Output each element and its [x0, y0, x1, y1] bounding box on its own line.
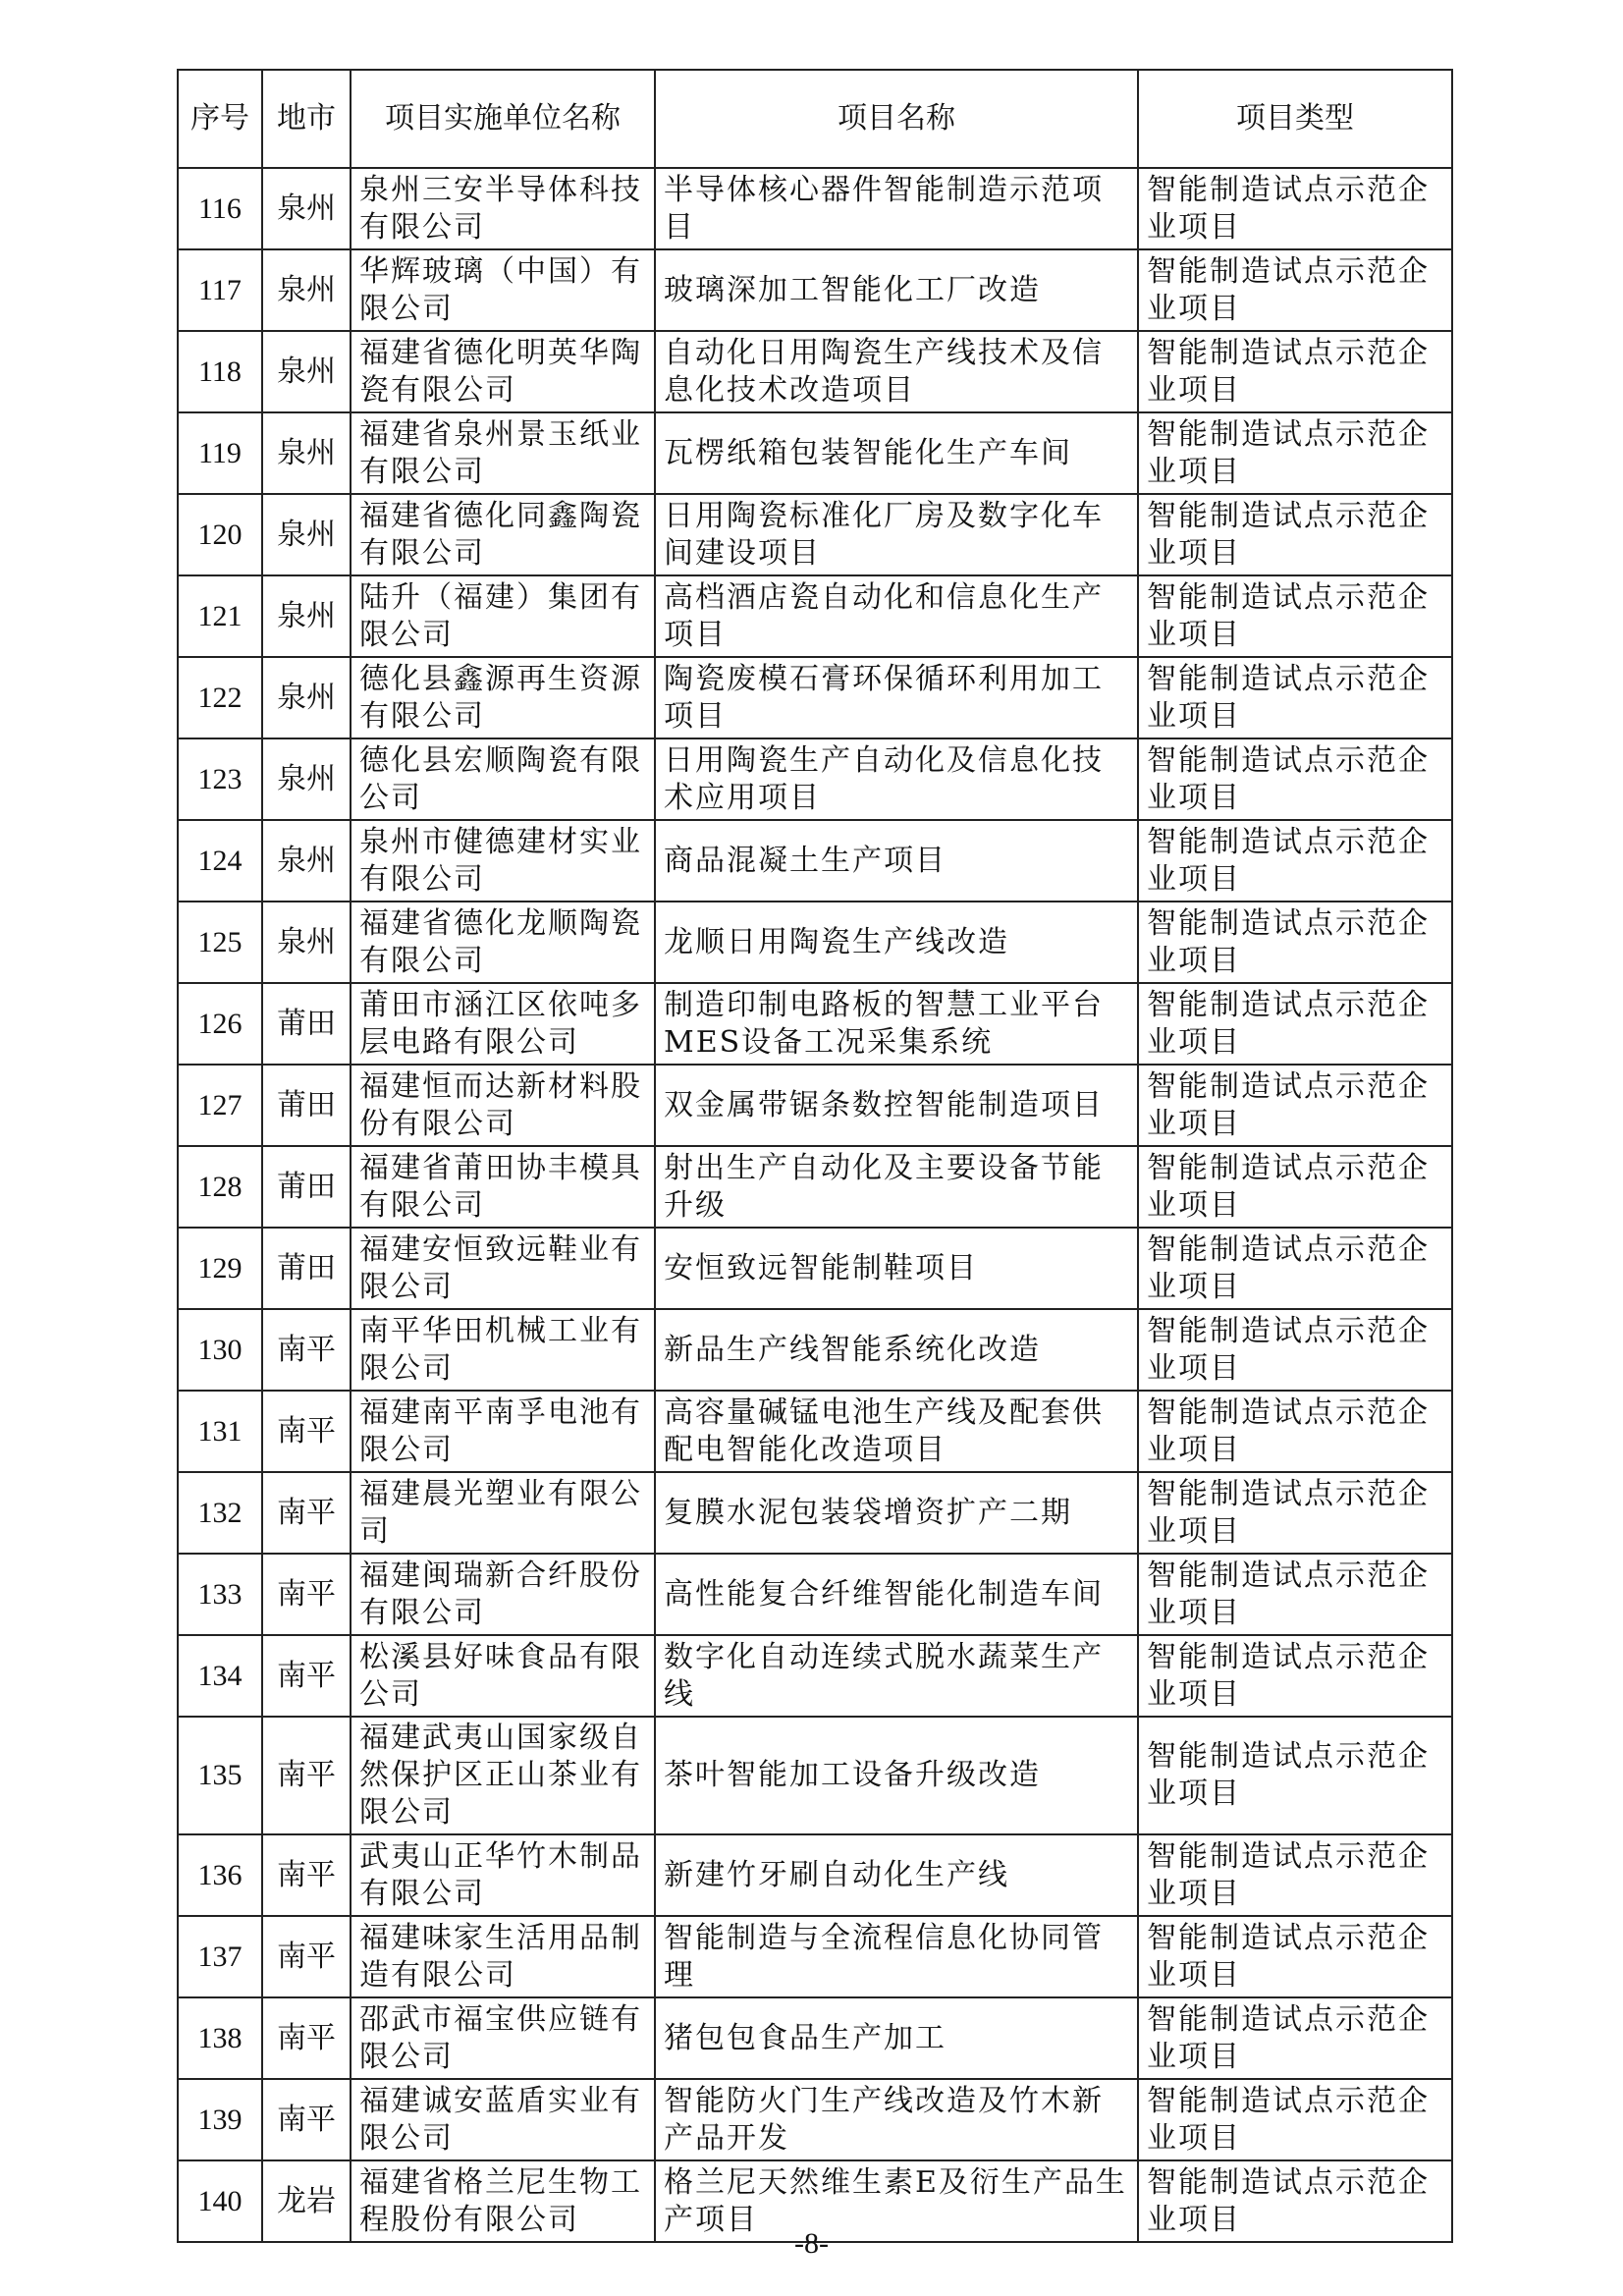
- row-project-name: 射出生产自动化及主要设备节能升级: [655, 1146, 1138, 1228]
- row-project-name: 茶叶智能加工设备升级改造: [655, 1717, 1138, 1834]
- table-row: [178, 249, 1452, 331]
- table-row: [178, 1309, 1452, 1391]
- table-row: [178, 331, 1452, 412]
- row-organization: 莆田市涵江区依吨多层电路有限公司: [351, 983, 655, 1065]
- table-body: [178, 168, 1452, 2242]
- row-project-name: 陶瓷废模石膏环保循环利用加工项目: [655, 657, 1138, 738]
- row-project-type: 智能制造试点示范企业项目: [1138, 2160, 1452, 2242]
- row-project-name: 双金属带锯条数控智能制造项目: [655, 1065, 1138, 1146]
- row-project-type: 智能制造试点示范企业项目: [1138, 1472, 1452, 1554]
- row-organization: 德化县鑫源再生资源有限公司: [351, 657, 655, 738]
- row-number: 129: [178, 1228, 262, 1309]
- row-number: 125: [178, 902, 262, 983]
- table-row: [178, 1554, 1452, 1635]
- row-project-name: 复膜水泥包装袋增资扩产二期: [655, 1472, 1138, 1554]
- row-city: 南平: [262, 1635, 351, 1717]
- row-project-type: 智能制造试点示范企业项目: [1138, 738, 1452, 820]
- row-project-name: 玻璃深加工智能化工厂改造: [655, 249, 1138, 331]
- row-project-name: 制造印制电路板的智慧工业平台MES设备工况采集系统: [655, 983, 1138, 1065]
- row-number: 139: [178, 2079, 262, 2160]
- row-city: 泉州: [262, 657, 351, 738]
- row-number: 136: [178, 1834, 262, 1916]
- row-project-type: 智能制造试点示范企业项目: [1138, 1228, 1452, 1309]
- table-row: [178, 412, 1452, 494]
- row-project-type: 智能制造试点示范企业项目: [1138, 902, 1452, 983]
- row-organization: 福建省泉州景玉纸业有限公司: [351, 412, 655, 494]
- row-number: 117: [178, 249, 262, 331]
- row-project-name: 商品混凝土生产项目: [655, 820, 1138, 902]
- row-city: 南平: [262, 1472, 351, 1554]
- row-organization: 华辉玻璃（中国）有限公司: [351, 249, 655, 331]
- row-city: 南平: [262, 1391, 351, 1472]
- header-city: 地市: [262, 70, 351, 168]
- header-project-type: 项目类型: [1138, 70, 1452, 168]
- row-number: 121: [178, 575, 262, 657]
- row-number: 124: [178, 820, 262, 902]
- table-header-row: [178, 70, 1452, 168]
- table-row: [178, 983, 1452, 1065]
- row-city: 南平: [262, 1717, 351, 1834]
- table-row: [178, 1997, 1452, 2079]
- table-row: [178, 1472, 1452, 1554]
- table-row: [178, 1391, 1452, 1472]
- row-organization: 松溪县好味食品有限公司: [351, 1635, 655, 1717]
- table-row: [178, 657, 1452, 738]
- table-row: [178, 168, 1452, 249]
- row-number: 138: [178, 1997, 262, 2079]
- row-city: 莆田: [262, 1146, 351, 1228]
- row-city: 泉州: [262, 412, 351, 494]
- header-no: 序号: [178, 70, 262, 168]
- row-project-name: 智能防火门生产线改造及竹木新产品开发: [655, 2079, 1138, 2160]
- table-row: [178, 494, 1452, 575]
- row-project-type: 智能制造试点示范企业项目: [1138, 249, 1452, 331]
- project-table: [177, 69, 1453, 2243]
- row-organization: 福建武夷山国家级自然保护区正山茶业有限公司: [351, 1717, 655, 1834]
- row-project-name: 数字化自动连续式脱水蔬菜生产线: [655, 1635, 1138, 1717]
- row-city: 南平: [262, 1309, 351, 1391]
- row-city: 泉州: [262, 820, 351, 902]
- row-organization: 泉州三安半导体科技有限公司: [351, 168, 655, 249]
- row-organization: 泉州市健德建材实业有限公司: [351, 820, 655, 902]
- row-number: 116: [178, 168, 262, 249]
- row-number: 126: [178, 983, 262, 1065]
- row-number: 132: [178, 1472, 262, 1554]
- row-project-type: 智能制造试点示范企业项目: [1138, 820, 1452, 902]
- row-number: 131: [178, 1391, 262, 1472]
- row-project-name: 高性能复合纤维智能化制造车间: [655, 1554, 1138, 1635]
- header-project-name: 项目名称: [655, 70, 1138, 168]
- row-project-type: 智能制造试点示范企业项目: [1138, 1916, 1452, 1997]
- row-project-type: 智能制造试点示范企业项目: [1138, 1717, 1452, 1834]
- row-city: 泉州: [262, 902, 351, 983]
- row-project-type: 智能制造试点示范企业项目: [1138, 1309, 1452, 1391]
- row-project-name: 半导体核心器件智能制造示范项目: [655, 168, 1138, 249]
- row-organization: 陆升（福建）集团有限公司: [351, 575, 655, 657]
- row-city: 泉州: [262, 331, 351, 412]
- row-project-type: 智能制造试点示范企业项目: [1138, 1997, 1452, 2079]
- table-row: [178, 820, 1452, 902]
- row-organization: 福建安恒致远鞋业有限公司: [351, 1228, 655, 1309]
- page-number: -8-: [794, 2227, 829, 2260]
- row-organization: 福建闽瑞新合纤股份有限公司: [351, 1554, 655, 1635]
- table-row: [178, 1065, 1452, 1146]
- row-number: 130: [178, 1309, 262, 1391]
- row-organization: 福建味家生活用品制造有限公司: [351, 1916, 655, 1997]
- row-project-name: 格兰尼天然维生素E及衍生产品生产项目: [655, 2160, 1138, 2242]
- row-organization: 福建诚安蓝盾实业有限公司: [351, 2079, 655, 2160]
- row-city: 泉州: [262, 249, 351, 331]
- table-row: [178, 1717, 1452, 1834]
- row-city: 泉州: [262, 575, 351, 657]
- row-number: 133: [178, 1554, 262, 1635]
- row-project-type: 智能制造试点示范企业项目: [1138, 1554, 1452, 1635]
- row-project-type: 智能制造试点示范企业项目: [1138, 1065, 1452, 1146]
- row-project-name: 新建竹牙刷自动化生产线: [655, 1834, 1138, 1916]
- row-organization: 福建省格兰尼生物工程股份有限公司: [351, 2160, 655, 2242]
- row-organization: 福建省德化龙顺陶瓷有限公司: [351, 902, 655, 983]
- row-city: 莆田: [262, 1228, 351, 1309]
- row-project-type: 智能制造试点示范企业项目: [1138, 2079, 1452, 2160]
- row-project-name: 新品生产线智能系统化改造: [655, 1309, 1138, 1391]
- row-city: 龙岩: [262, 2160, 351, 2242]
- row-number: 137: [178, 1916, 262, 1997]
- row-number: 140: [178, 2160, 262, 2242]
- row-project-type: 智能制造试点示范企业项目: [1138, 575, 1452, 657]
- row-organization: 福建晨光塑业有限公司: [351, 1472, 655, 1554]
- row-project-type: 智能制造试点示范企业项目: [1138, 168, 1452, 249]
- row-project-name: 龙顺日用陶瓷生产线改造: [655, 902, 1138, 983]
- table-row: [178, 1228, 1452, 1309]
- row-project-name: 日用陶瓷标准化厂房及数字化车间建设项目: [655, 494, 1138, 575]
- row-organization: 武夷山正华竹木制品有限公司: [351, 1834, 655, 1916]
- row-number: 127: [178, 1065, 262, 1146]
- row-number: 135: [178, 1717, 262, 1834]
- row-city: 南平: [262, 1997, 351, 2079]
- row-project-name: 瓦楞纸箱包装智能化生产车间: [655, 412, 1138, 494]
- row-city: 泉州: [262, 738, 351, 820]
- row-project-type: 智能制造试点示范企业项目: [1138, 1391, 1452, 1472]
- row-project-type: 智能制造试点示范企业项目: [1138, 494, 1452, 575]
- row-number: 122: [178, 657, 262, 738]
- row-project-type: 智能制造试点示范企业项目: [1138, 983, 1452, 1065]
- row-project-name: 高档酒店瓷自动化和信息化生产项目: [655, 575, 1138, 657]
- row-organization: 福建省德化同鑫陶瓷有限公司: [351, 494, 655, 575]
- table-row: [178, 1916, 1452, 1997]
- header-org: 项目实施单位名称: [351, 70, 655, 168]
- row-number: 128: [178, 1146, 262, 1228]
- row-project-type: 智能制造试点示范企业项目: [1138, 412, 1452, 494]
- table-row: [178, 1834, 1452, 1916]
- row-project-name: 智能制造与全流程信息化协同管理: [655, 1916, 1138, 1997]
- row-city: 南平: [262, 1834, 351, 1916]
- row-organization: 邵武市福宝供应链有限公司: [351, 1997, 655, 2079]
- row-number: 134: [178, 1635, 262, 1717]
- row-city: 莆田: [262, 1065, 351, 1146]
- row-city: 泉州: [262, 168, 351, 249]
- table-row: [178, 738, 1452, 820]
- row-organization: 南平华田机械工业有限公司: [351, 1309, 655, 1391]
- table-row: [178, 902, 1452, 983]
- row-number: 120: [178, 494, 262, 575]
- row-project-type: 智能制造试点示范企业项目: [1138, 657, 1452, 738]
- row-project-name: 日用陶瓷生产自动化及信息化技术应用项目: [655, 738, 1138, 820]
- row-number: 119: [178, 412, 262, 494]
- row-organization: 福建南平南孚电池有限公司: [351, 1391, 655, 1472]
- row-city: 莆田: [262, 983, 351, 1065]
- row-city: 南平: [262, 2079, 351, 2160]
- row-organization: 福建恒而达新材料股份有限公司: [351, 1065, 655, 1146]
- table-row: [178, 1635, 1452, 1717]
- table-row: [178, 575, 1452, 657]
- row-project-name: 高容量碱锰电池生产线及配套供配电智能化改造项目: [655, 1391, 1138, 1472]
- row-project-type: 智能制造试点示范企业项目: [1138, 1834, 1452, 1916]
- row-number: 123: [178, 738, 262, 820]
- row-project-type: 智能制造试点示范企业项目: [1138, 331, 1452, 412]
- table-row: [178, 2079, 1452, 2160]
- row-city: 南平: [262, 1554, 351, 1635]
- row-project-type: 智能制造试点示范企业项目: [1138, 1146, 1452, 1228]
- row-project-name: 安恒致远智能制鞋项目: [655, 1228, 1138, 1309]
- row-organization: 德化县宏顺陶瓷有限公司: [351, 738, 655, 820]
- row-number: 118: [178, 331, 262, 412]
- row-city: 南平: [262, 1916, 351, 1997]
- table-row: [178, 1146, 1452, 1228]
- row-project-name: 自动化日用陶瓷生产线技术及信息化技术改造项目: [655, 331, 1138, 412]
- row-project-name: 猪包包食品生产加工: [655, 1997, 1138, 2079]
- row-organization: 福建省德化明英华陶瓷有限公司: [351, 331, 655, 412]
- row-city: 泉州: [262, 494, 351, 575]
- row-project-type: 智能制造试点示范企业项目: [1138, 1635, 1452, 1717]
- row-organization: 福建省莆田协丰模具有限公司: [351, 1146, 655, 1228]
